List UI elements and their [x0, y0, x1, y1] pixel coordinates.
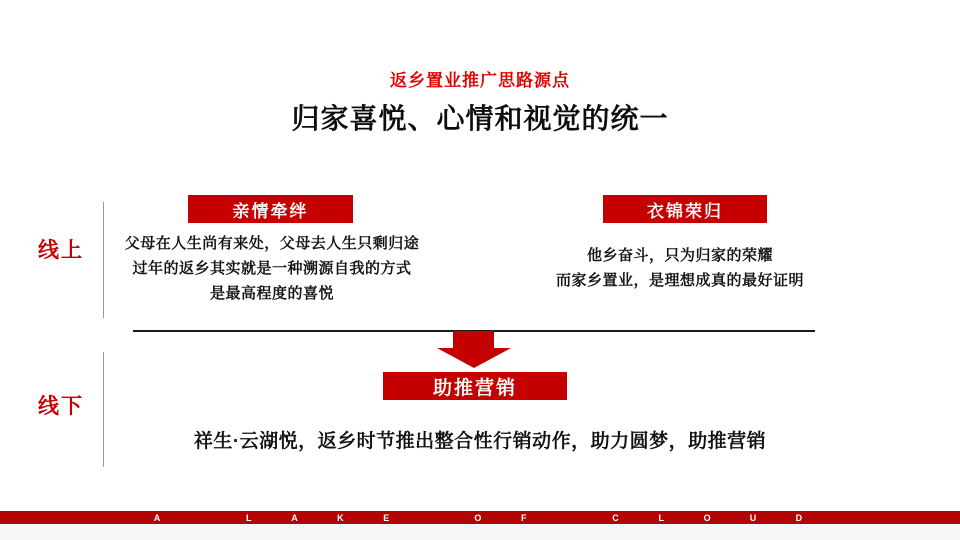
- right-paragraph: [530, 243, 830, 293]
- down-arrow-head-icon: [437, 348, 511, 368]
- footer-letter: A: [291, 512, 298, 523]
- left-paragraph: [118, 231, 426, 306]
- footer-letter: E: [383, 512, 390, 523]
- right-topic-label: 衣锦荣归: [647, 201, 723, 221]
- left-topic-label: 亲情牵绊: [232, 201, 309, 221]
- footer-letter: A: [153, 512, 161, 523]
- paragraph-line: 父母在人生尚有来处，父母去人生只剩归途: [124, 235, 420, 252]
- footer-letter: U: [749, 512, 757, 523]
- footer-letter: O: [703, 512, 711, 523]
- label-offline: 线下: [38, 395, 84, 418]
- vertical-divider-top: [103, 202, 104, 318]
- center-topic-label: 助推营销: [432, 377, 517, 399]
- footer-letter: L: [245, 512, 252, 523]
- down-arrow-icon: [453, 331, 494, 349]
- paragraph-line: 而家乡置业，是理想成真的最好证明: [555, 272, 804, 289]
- footer-letter: F: [521, 512, 527, 523]
- conclusion-text: 祥生·云湖悦，返乡时节推出整合性行销动作，助力圆梦，助推营销: [193, 431, 767, 452]
- slide-subtitle: 返乡置业推广思路源点: [390, 71, 570, 90]
- footer-bar: [0, 511, 960, 524]
- footer-letter: K: [337, 512, 344, 523]
- page-title: 归家喜悦、心情和视觉的统一: [291, 103, 669, 134]
- footer-letter: D: [795, 512, 803, 523]
- footer-letter: O: [474, 512, 482, 523]
- label-online: 线上: [38, 239, 84, 262]
- paragraph-line: 过年的返乡其实就是一种溯源自我的方式: [132, 260, 412, 277]
- footer-letter: C: [612, 512, 619, 523]
- footer-lower-strip: [0, 524, 960, 540]
- paragraph-line: 他乡奋斗，只为归家的荣耀: [586, 247, 773, 264]
- paragraph-line: 是最高程度的喜悦: [209, 285, 334, 302]
- right-topic-box: [603, 195, 767, 223]
- left-topic-box: [188, 195, 353, 223]
- footer-letters: [152, 511, 804, 524]
- center-topic-box: [383, 372, 567, 400]
- footer-letter: L: [658, 512, 665, 523]
